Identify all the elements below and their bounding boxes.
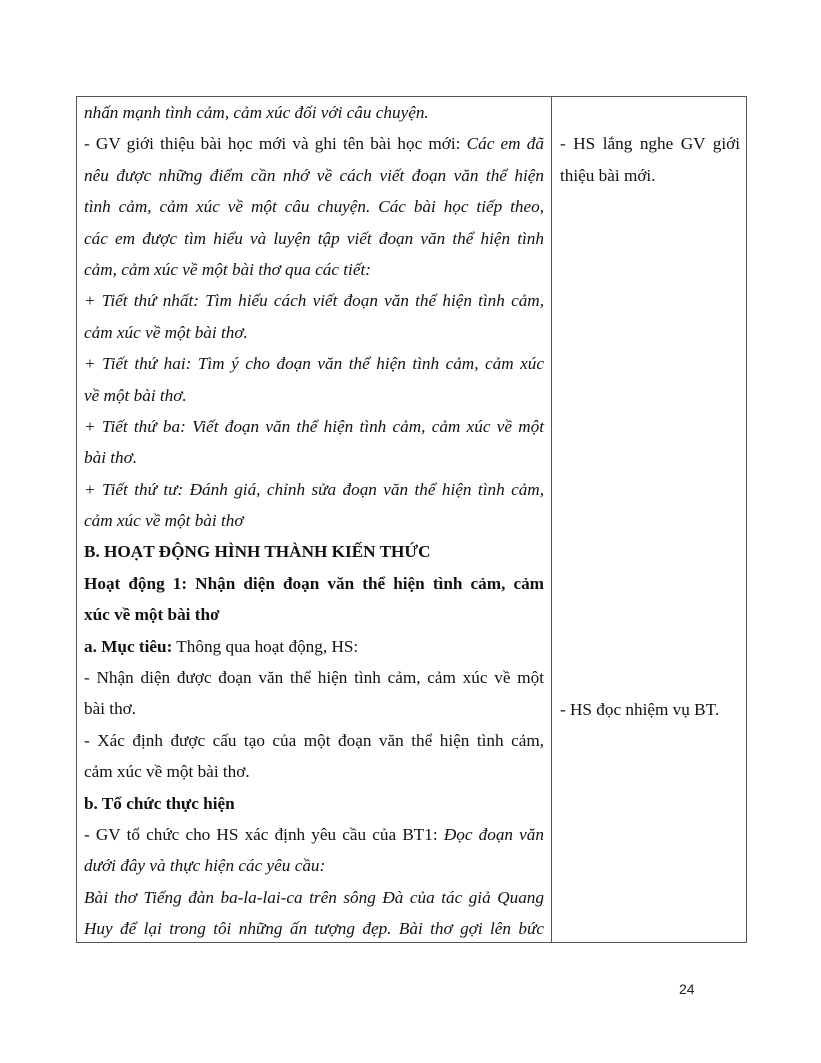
hs-read-task-text: - HS đọc nhiệm vụ BT. bbox=[560, 699, 720, 719]
gv-intro-line: các em được tìm hiểu và luyện tập viết đoạn văn thể hiện tình bbox=[84, 228, 544, 248]
lesson-item: về một bài thơ. bbox=[84, 385, 187, 405]
poem-excerpt-line: Bài thơ Tiếng đàn ba-la-lai-ca trên sông Đà của tác giả Quang bbox=[84, 887, 544, 907]
poem-excerpt-line: Huy để lại trong tôi những ấn tượng đẹp. Bài thơ gợi lên bức bbox=[84, 919, 544, 939]
objective-item: - Nhận diện được đoạn văn thể hiện tình cảm, cảm xúc về một bbox=[84, 668, 544, 688]
gv-intro-line: - GV giới thiệu bài học mới và ghi tên bài học mới: Các em đã bbox=[84, 134, 544, 154]
objective-item: - Xác định được cấu tạo của một đoạn văn thể hiện tình cảm, bbox=[84, 730, 544, 750]
hs-listen-text: thiệu bài mới. bbox=[560, 165, 656, 185]
lesson-item: + Tiết thứ nhất: Tìm hiểu cách viết đoạn văn thể hiện tình cảm, bbox=[84, 291, 544, 311]
gv-intro-line: cảm, cảm xúc về một bài thơ qua các tiết: bbox=[84, 259, 371, 279]
student-activity-column bbox=[552, 97, 746, 942]
lesson-item: bài thơ. bbox=[84, 448, 138, 468]
gv-task-line: dưới đây và thực hiện các yêu cầu: bbox=[84, 856, 326, 876]
teacher-activity-column bbox=[77, 97, 552, 942]
lesson-plan-table bbox=[76, 96, 747, 943]
objective-line: a. Mục tiêu: Thông qua hoạt động, HS: bbox=[84, 636, 359, 656]
section-b-heading: B. HOẠT ĐỘNG HÌNH THÀNH KIẾN THỨC bbox=[84, 542, 431, 562]
lesson-item: + Tiết thứ tư: Đánh giá, chỉnh sửa đoạn văn thể hiện tình cảm, bbox=[84, 479, 544, 499]
objective-item: bài thơ. bbox=[84, 699, 137, 719]
activity-1-heading: Hoạt động 1: Nhận diện đoạn văn thể hiện tình cảm, cảm bbox=[84, 573, 544, 593]
activity-1-heading: xúc về một bài thơ bbox=[84, 605, 220, 625]
lesson-item: + Tiết thứ hai: Tìm ý cho đoạn văn thể hiện tình cảm, cảm xúc bbox=[84, 354, 544, 374]
intro-tail: nhấn mạnh tình cảm, cảm xúc đối với câu chuyện. bbox=[84, 103, 429, 122]
gv-task-line: - GV tổ chức cho HS xác định yêu cầu của BT1: Đọc đoạn văn bbox=[84, 824, 544, 844]
hs-listen-text: - HS lắng nghe GV giới bbox=[560, 134, 740, 154]
objective-item: cảm xúc về một bài thơ. bbox=[84, 762, 250, 782]
lesson-item: cảm xúc về một bài thơ bbox=[84, 511, 244, 531]
lesson-item: + Tiết thứ ba: Viết đoạn văn thể hiện tình cảm, cảm xúc về một bbox=[84, 416, 544, 436]
gv-intro-line: tình cảm, cảm xúc về một câu chuyện. Các bài học tiếp theo, bbox=[84, 197, 544, 217]
page-number: 24 bbox=[679, 981, 695, 997]
organize-heading: b. Tổ chức thực hiện bbox=[84, 793, 235, 813]
gv-intro-line: nêu được những điểm cần nhớ về cách viết đoạn văn thể hiện bbox=[84, 165, 544, 185]
lesson-item: cảm xúc về một bài thơ. bbox=[84, 322, 248, 342]
